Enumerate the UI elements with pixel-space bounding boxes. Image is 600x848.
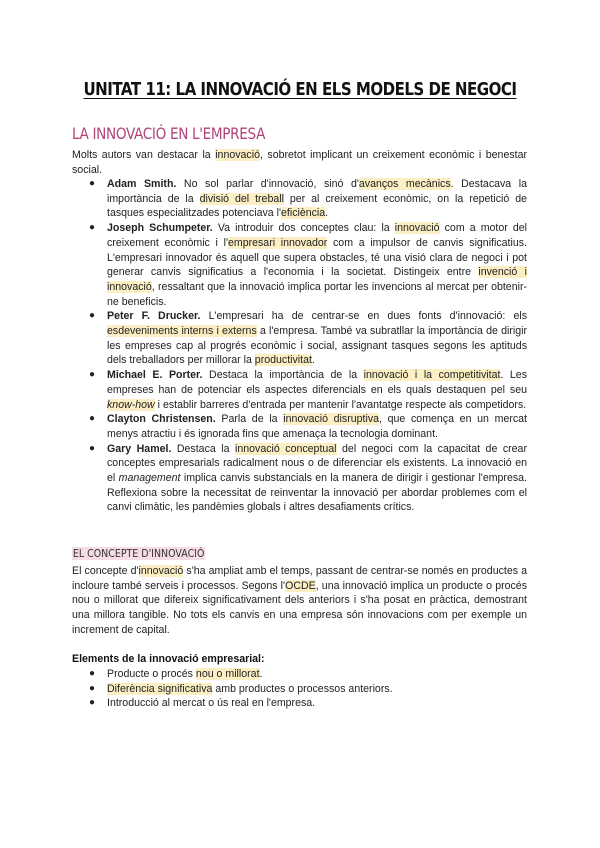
- section-heading-innovation-in-company: LA INNOVACIÓ EN L'EMPRESA: [72, 124, 266, 143]
- elements-list: [72, 667, 527, 711]
- author-name: Gary Hamel.: [107, 442, 172, 455]
- unit-title: UNITAT 11: LA INNOVACIÓ EN ELS MODELS DE NEGOCI: [83, 80, 517, 100]
- bullet-icon: ●: [89, 668, 96, 679]
- author-name: Joseph Schumpeter.: [107, 222, 213, 235]
- bullet-icon: ●: [89, 222, 96, 234]
- author-item-michael-porter: ● Michael E. Porter. Destaca la importància de la innovació i la competitivitat. Les empreses han de potenciar els aspectes diferencials en els quals destaquen pel seu know-how i establir barreres d'entrada per mantenir l'avantatge respecte als competidors.: [89, 369, 527, 411]
- author-name: Peter F. Drucker.: [107, 310, 201, 323]
- bullet-icon: ●: [89, 178, 96, 189]
- author-item-clayton-christensen: ● Clayton Christensen. Parla de la innovació disruptiva, que comença en un mercat menys atractiu i és ignorada fins que amenaça la tecnologia dominant.: [89, 413, 527, 440]
- element-item: ● Introducció al mercat o ús real en l'empresa.: [89, 697, 316, 710]
- bullet-icon: ●: [89, 369, 96, 381]
- bullet-icon: ●: [89, 310, 96, 322]
- authors-list: [72, 177, 527, 515]
- author-name: Clayton Christensen.: [107, 413, 216, 426]
- element-item: ● Producte o procés nou o millorat.: [89, 668, 263, 680]
- concept-paragraph: El concepte d'innovació s'ha ampliat amb el temps, passant de centrar-se només en productes a incloure també serveis i processos. Segons l'OCDE, una innovació implica un producte o procés nou o millorat que difereix significativament dels anteriors i s'ha posat en pràctica, demostrant una millora tangible. No tots els canvis en una empresa són innovacions com per exemple un increment de capital.: [72, 565, 528, 636]
- bullet-icon: ●: [89, 682, 96, 694]
- author-item-peter-drucker: ● Peter F. Drucker. L'empresari ha de centrar-se en dues fonts d'innovació: els esdeveniments interns i externs a l'empresa. També va subratllar la importància de dirigir les empreses cap al progrés econòmic i social, assignant tasques segons les aptituds dels treballadors per millorar la productivitat.: [89, 310, 528, 367]
- section-heading-innovation-concept: EL CONCEPTE D'INNOVACIÓ: [72, 547, 205, 560]
- author-name: Michael E. Porter.: [107, 369, 203, 382]
- element-item: ● Diferència significativa amb productes o processos anteriors.: [89, 682, 393, 695]
- author-item-adam-smith: ● Adam Smith. No sol parlar d'innovació, sinó d'avanços mecànics. Destacava la importància de la divisió del treball per al creixement econòmic, on la repetició de tasques especialitzades potenciava l'eficiència.: [89, 178, 527, 220]
- elements-heading: Elements de la innovació empresarial:: [72, 653, 265, 665]
- bullet-icon: ●: [89, 442, 96, 454]
- author-item-joseph-schumpeter: ● Joseph Schumpeter. Va introduir dos conceptes clau: la innovació com a motor del creixement econòmic i l'empresari innovador com a impulsor de canvis significatius. L'empresari innovador és aquell que supera obstacles, té una visió clara de negoci i pot generar canvis significatius a l'economia i la societat. Distingeix entre invenció i innovació, ressaltant que la innovació implica portar les invencions al mercat per obtenir-ne beneficis.: [89, 222, 527, 308]
- bullet-icon: ●: [89, 697, 96, 709]
- author-name: Adam Smith.: [107, 178, 177, 190]
- author-item-gary-hamel: ● Gary Hamel. Destaca la innovació conceptual del negoci com la capacitat de crear conceptes empresarials radicalment nous o de diferenciar els existents. La innovació en el management implica canvis substancials en la manera de dirigir i gestionar l'empresa. Reflexiona sobre la necessitat de reinventar la innovació per abordar problemes com el canvi climàtic, les pandèmies globals i altres desafiaments crítics.: [89, 442, 527, 514]
- bullet-icon: ●: [89, 413, 96, 425]
- intro-paragraph: Molts autors van destacar la innovació, sobretot implicant un creixement econòmic i benestar social.: [72, 149, 527, 176]
